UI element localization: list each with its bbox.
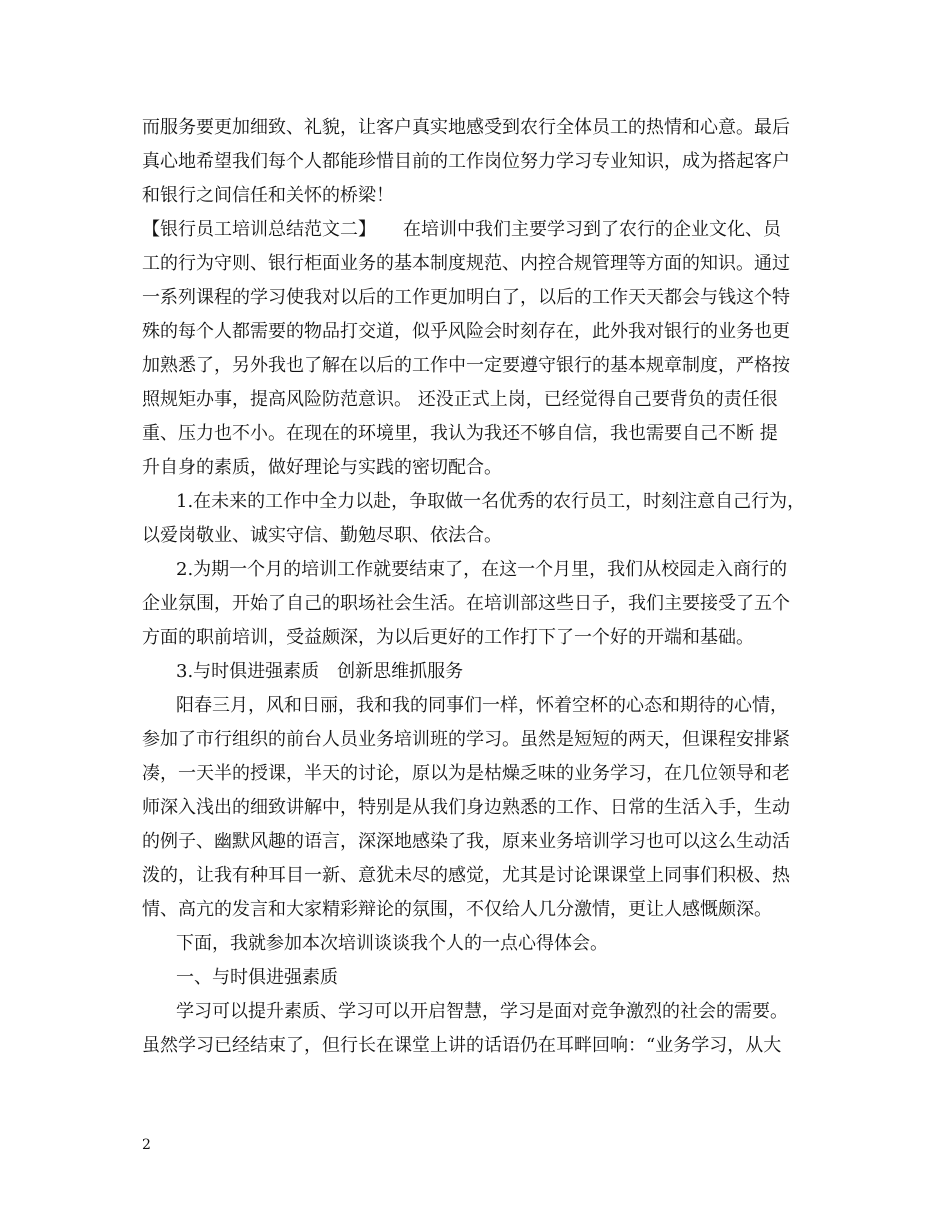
section-heading-line: 【银行员工培训总结范文二】 在培训中我们主要学习到了农行的企业文化、员 [142,219,781,240]
text-line: 一系列课程的学习使我对以后的工作更加明白了，以后的工作天天都会与钱这个特 [142,287,790,308]
text-line: 而服务要更加细致、礼貌，让客户真实地感受到农行全体员工的热情和心意。最后 [142,117,790,138]
paragraph-start: 学习可以提升素质、学习可以开启智慧，学习是面对竞争激烈的社会的需要。 [176,1001,788,1022]
text-line: 的例子、幽默风趣的语言，深深地感染了我，原来业务培训学习也可以这么生动活 [142,831,790,852]
text-line: 升自身的素质，做好理论与实践的密切配合。 [142,457,502,478]
text-line: 真心地希望我们每个人都能珍惜目前的工作岗位努力学习专业知识，成为搭起客户 [142,151,790,172]
text-line: 企业氛围，开始了自己的职场社会生活。在培训部这些日子，我们主要接受了五个 [142,593,790,614]
text-line: 殊的每个人都需要的物品打交道，似乎风险会时刻存在，此外我对银行的业务也更 [142,321,790,342]
page-number: 2 [142,1137,151,1153]
text-line: 参加了市行组织的前台人员业务培训班的学习。虽然是短短的两天，但课程安排紧 [142,729,790,750]
subheading: 一、与时俱进强素质 [176,967,338,988]
text-line: 以爱岗敬业、诚实守信、勤勉尽职、依法合。 [142,525,502,546]
numbered-item-3: 3.与时俱进强素质 创新思维抓服务 [176,661,464,682]
numbered-item-1: 1.在未来的工作中全力以赴，争取做一名优秀的农行员工，时刻注意自己行为， [176,491,806,512]
text-line: 照规矩办事，提高风险防范意识。 还没正式上岗，已经觉得自己要背负的责任很 [142,389,778,410]
text-line: 重、压力也不小。在现在的环境里，我认为我还不够自信，我也需要自己不断 提 [142,423,778,444]
text-line: 凑，一天半的授课，半天的讨论，原以为是枯燥乏味的业务学习，在几位领导和老 [142,763,790,784]
text-line: 加熟悉了，另外我也了解在以后的工作中一定要遵守银行的基本规章制度，严格按 [142,355,790,376]
text-line: 师深入浅出的细致讲解中，特别是从我们身边熟悉的工作、日常的生活入手，生动 [142,797,790,818]
text-line: 和银行之间信任和关怀的桥梁！ [142,185,394,206]
text-line: 工的行为守则、银行柜面业务的基本制度规范、内控合规管理等方面的知识。通过 [142,253,790,274]
paragraph-start: 阳春三月，风和日丽，我和我的同事们一样，怀着空杯的心态和期待的心情， [176,695,788,716]
text-line: 情、高亢的发言和大家精彩辩论的氛围，不仅给人几分激情，更让人感慨颇深。 [142,899,772,920]
paragraph-start: 下面，我就参加本次培训谈谈我个人的一点心得体会。 [176,933,608,954]
text-line: 泼的，让我有种耳目一新、意犹未尽的感觉，尤其是讨论课课堂上同事们积极、热 [142,865,790,886]
numbered-item-2: 2.为期一个月的培训工作就要结束了，在这一个月里，我们从校园走入商行的 [176,559,788,580]
text-line: 方面的职前培训，受益颇深，为以后更好的工作打下了一个好的开端和基础。 [142,627,754,648]
text-line: 虽然学习已经结束了，但行长在课堂上讲的话语仍在耳畔回响：“业务学习，从大 [142,1035,782,1056]
